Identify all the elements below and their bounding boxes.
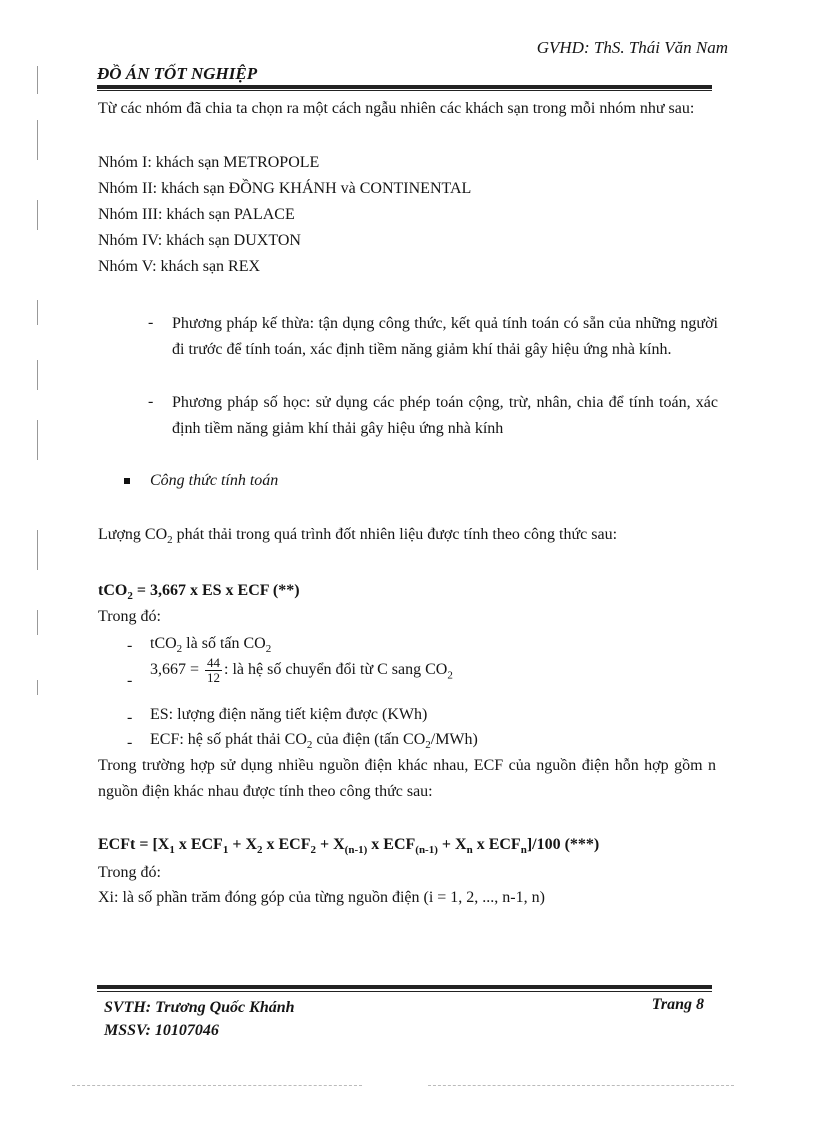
scan-margin-mark	[37, 66, 38, 94]
list-dash: -	[127, 709, 133, 726]
scan-artifact-line	[428, 1085, 734, 1086]
section-heading: Công thức tính toán	[150, 472, 279, 489]
def-tco2: tCO$_2$ là số tấn $CO_2$	[150, 635, 272, 656]
header-advisor: GVHD: ThS. Thái Văn Nam	[536, 38, 728, 57]
list-dash: -	[127, 734, 133, 751]
scan-artifact-line	[72, 1085, 362, 1086]
co2-intro-sentence: Lượng $CO_2$ phát thải trong quá trình đốt nhiên liệu được tính theo công thức sau:	[98, 526, 618, 547]
header-rule-thin	[97, 90, 712, 91]
group-item: Nhóm IV: khách sạn DUXTON	[98, 232, 301, 249]
method-item-arithmetic: Phương pháp số học: sử dụng các phép toán cộng, trừ, nhân, chia để tính toán, xác định tiềm năng giảm khí thải gây hiệu ứng nhà kính	[172, 394, 718, 437]
footer-student-name: SVTH: Trương Quốc Khánh	[104, 999, 295, 1016]
def-ecf: ECF: hệ số phát thải $CO_2$ của điện (tấn $CO_2/MWh$)	[150, 731, 478, 752]
square-bullet-icon	[124, 478, 130, 484]
where-label: Trong đó:	[98, 608, 161, 625]
scan-margin-mark	[37, 420, 38, 460]
def-conversion-factor: 3,667 = $\frac{44}{12}$ : là hệ số chuyển đổi từ C sang $CO_2$	[150, 655, 453, 685]
scan-margin-mark	[37, 360, 38, 390]
def-es: ES: lượng điện năng tiết kiệm được (KWh)	[150, 706, 428, 723]
list-dash: -	[148, 314, 154, 331]
footer-page-number: Trang 8	[651, 996, 704, 1013]
footer-rule-thin	[97, 991, 712, 992]
intro-sentence: Từ các nhóm đã chia ta chọn ra một cách ngẫu nhiên các khách sạn trong mỗi nhóm như sau:	[98, 100, 695, 117]
group-item: Nhóm III: khách sạn PALACE	[98, 206, 295, 223]
scan-margin-mark	[37, 610, 38, 635]
header-document-title: ĐỒ ÁN TỐT NGHIỆP	[97, 64, 258, 83]
xi-definition: Xi: là số phần trăm đóng góp của từng nguồn điện (i = 1, 2, ..., n-1, n)	[98, 889, 545, 906]
formula-tco2: tCO$_2$ = 3,667 x ES x ECF (**)	[98, 582, 300, 603]
mixed-sources-sentence: Trong trường hợp sử dụng nhiều nguồn điện khác nhau, ECF của nguồn điện hỗn hợp gồm n nguồn điện khác nhau được tính theo công thức sau:	[98, 757, 716, 800]
list-dash: -	[127, 637, 133, 654]
footer-student-id: MSSV: 10107046	[104, 1022, 219, 1039]
scan-margin-mark	[37, 200, 38, 230]
header-rule	[97, 85, 712, 89]
list-dash: -	[148, 393, 154, 410]
fraction-44-12: $\frac{44}{12}$	[207, 655, 221, 685]
list-dash: -	[127, 672, 133, 689]
method-item-inheritance: Phương pháp kế thừa: tận dụng công thức, kết quả tính toán có sẵn của những người đi trước để tính toán, xác định tiềm năng giảm khí thải gây hiệu ứng nhà kính.	[172, 315, 718, 358]
footer-rule	[97, 985, 712, 989]
scan-margin-mark	[37, 120, 38, 160]
formula-ecft: ECFt = [$X_1$ x $ECF_1 + X_2$ x $ECF_2 + X_{(n-1)}$ x $ECF_{(n-1)} + X_n$ x $ECF_n]/100$ (***)	[98, 836, 600, 857]
group-item: Nhóm V: khách sạn REX	[98, 258, 261, 275]
scan-margin-mark	[37, 300, 38, 325]
where-label: Trong đó:	[98, 864, 161, 881]
group-item: Nhóm II: khách sạn ĐỒNG KHÁNH và CONTINENTAL	[98, 180, 472, 197]
group-item: Nhóm I: khách sạn METROPOLE	[98, 154, 320, 171]
scan-margin-mark	[37, 530, 38, 570]
scan-margin-mark	[37, 680, 38, 695]
